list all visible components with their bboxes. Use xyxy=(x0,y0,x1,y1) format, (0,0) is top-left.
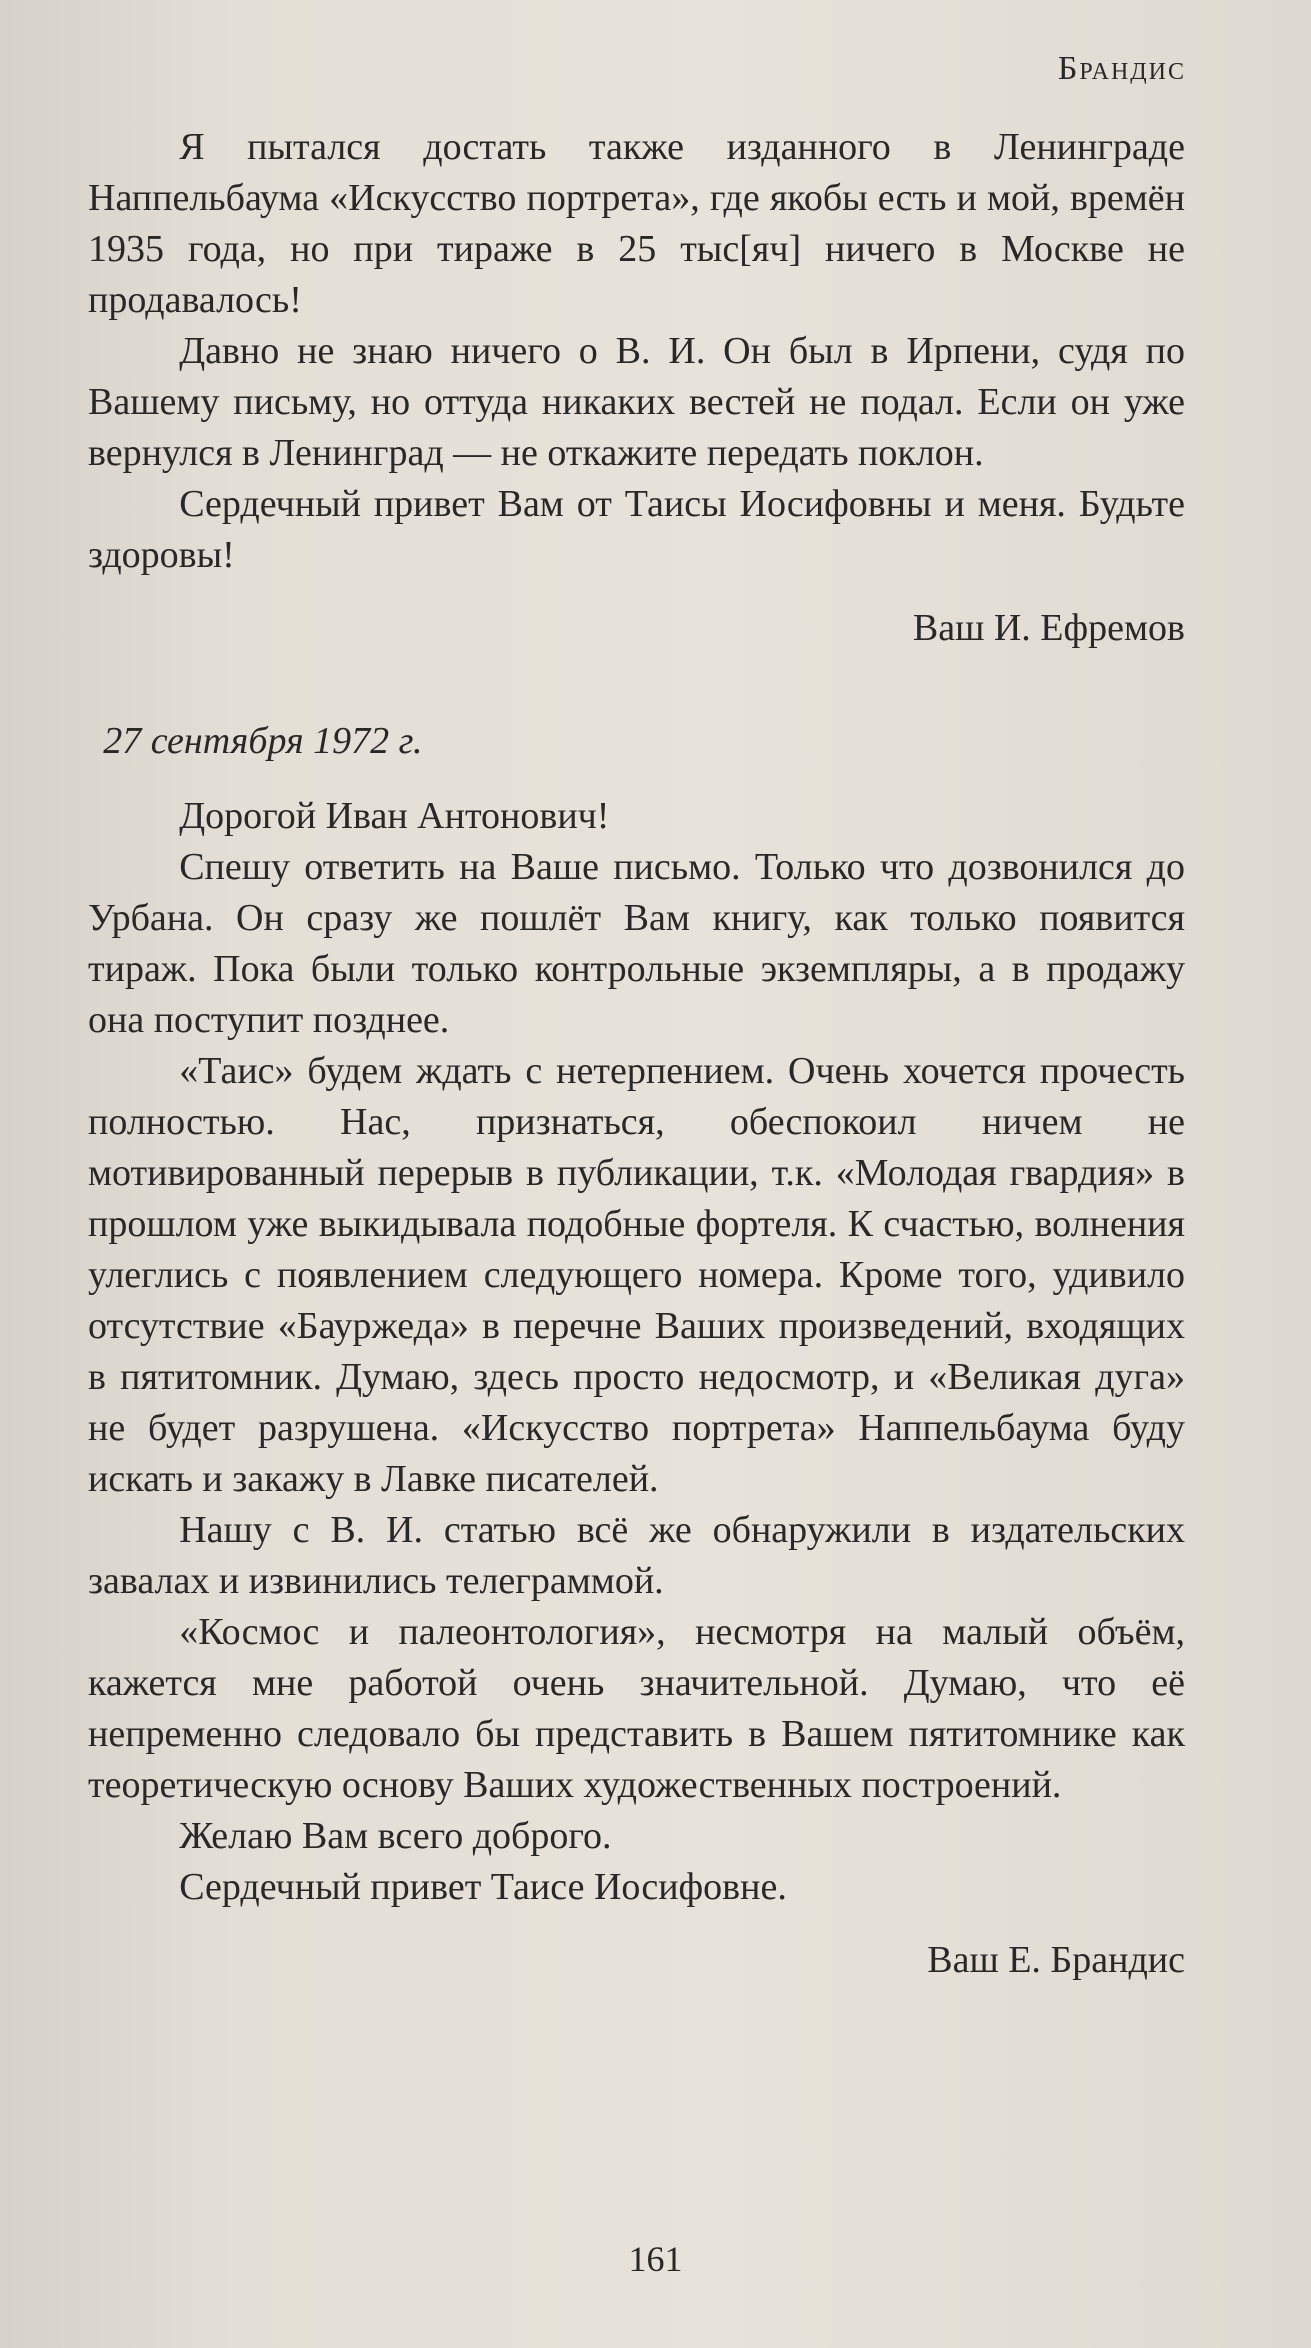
letter1-signature: Ваш И. Ефремов xyxy=(912,607,1185,649)
letter-efremov xyxy=(88,122,1185,654)
letter1-paragraph-2: Давно не знаю ничего о В. И. Он был в Ирпени, судя по Вашему письму, но оттуда никаких вестей не подал. Если он уже вернулся в Ленинград — не откажите передать поклон. xyxy=(88,330,1185,474)
letter-brandis xyxy=(88,716,1185,1986)
letter2-paragraph-3: Нашу с В. И. статью всё же обнаружили в издательских завалах и извинились телеграммой. xyxy=(88,1509,1185,1602)
letter2-paragraph-1: Спешу ответить на Ваше письмо. Только что дозвонился до Урбана. Он сразу же пошлёт Вам книгу, как только появится тираж. Пока были только контрольные экземпляры, а в продажу она поступит позднее. xyxy=(88,846,1185,1041)
letter2-paragraph-6: Сердечный привет Таисе Иосифовне. xyxy=(179,1866,787,1908)
letter2-paragraph-4: «Космос и палеонтология», несмотря на малый объём, кажется мне работой очень значительной. Думаю, что её непременно следовало бы представить в Вашем пятитомнике как теоретическую основу Ваших художественных построений. xyxy=(88,1611,1185,1806)
letter2-paragraph-5: Желаю Вам всего доброго. xyxy=(179,1815,612,1857)
page-number: 161 xyxy=(628,2239,683,2279)
letter1-paragraph-3: Сердечный привет Вам от Таисы Иосифовны и меня. Будьте здоровы! xyxy=(88,483,1185,576)
running-head: Брандис xyxy=(1057,50,1186,87)
letter2-signature: Ваш Е. Брандис xyxy=(927,1939,1185,1981)
letter2-date: 27 сентября 1972 г. xyxy=(103,720,423,762)
letter1-paragraph-1: Я пытался достать также изданного в Ленинграде Наппельбаума «Искусство портрета», где якобы есть и мой, времён 1935 года, но при тираже в 25 тыс[яч] ничего в Москве не продавалось! xyxy=(88,126,1185,321)
page-text xyxy=(88,122,1185,1986)
letter2-greeting: Дорогой Иван Антонович! xyxy=(179,795,610,837)
letter2-paragraph-2: «Таис» будем ждать с нетерпением. Очень хочется прочесть полностью. Нас, признаться, обеспокоил ничем не мотивированный перерыв в публикации, т.к. «Молодая гвардия» в прошлом уже выкидывала подобные фортеля. К счастью, волнения улеглись с появлением следующего номера. Кроме того, удивило отсутствие «Бауржеда» в перечне Ваших произведений, входящих в пятитомник. Думаю, здесь просто недосмотр, и «Великая дуга» не будет разрушена. «Искусство портрета» Наппельбаума буду искать и закажу в Лавке писателей. xyxy=(88,1050,1185,1500)
